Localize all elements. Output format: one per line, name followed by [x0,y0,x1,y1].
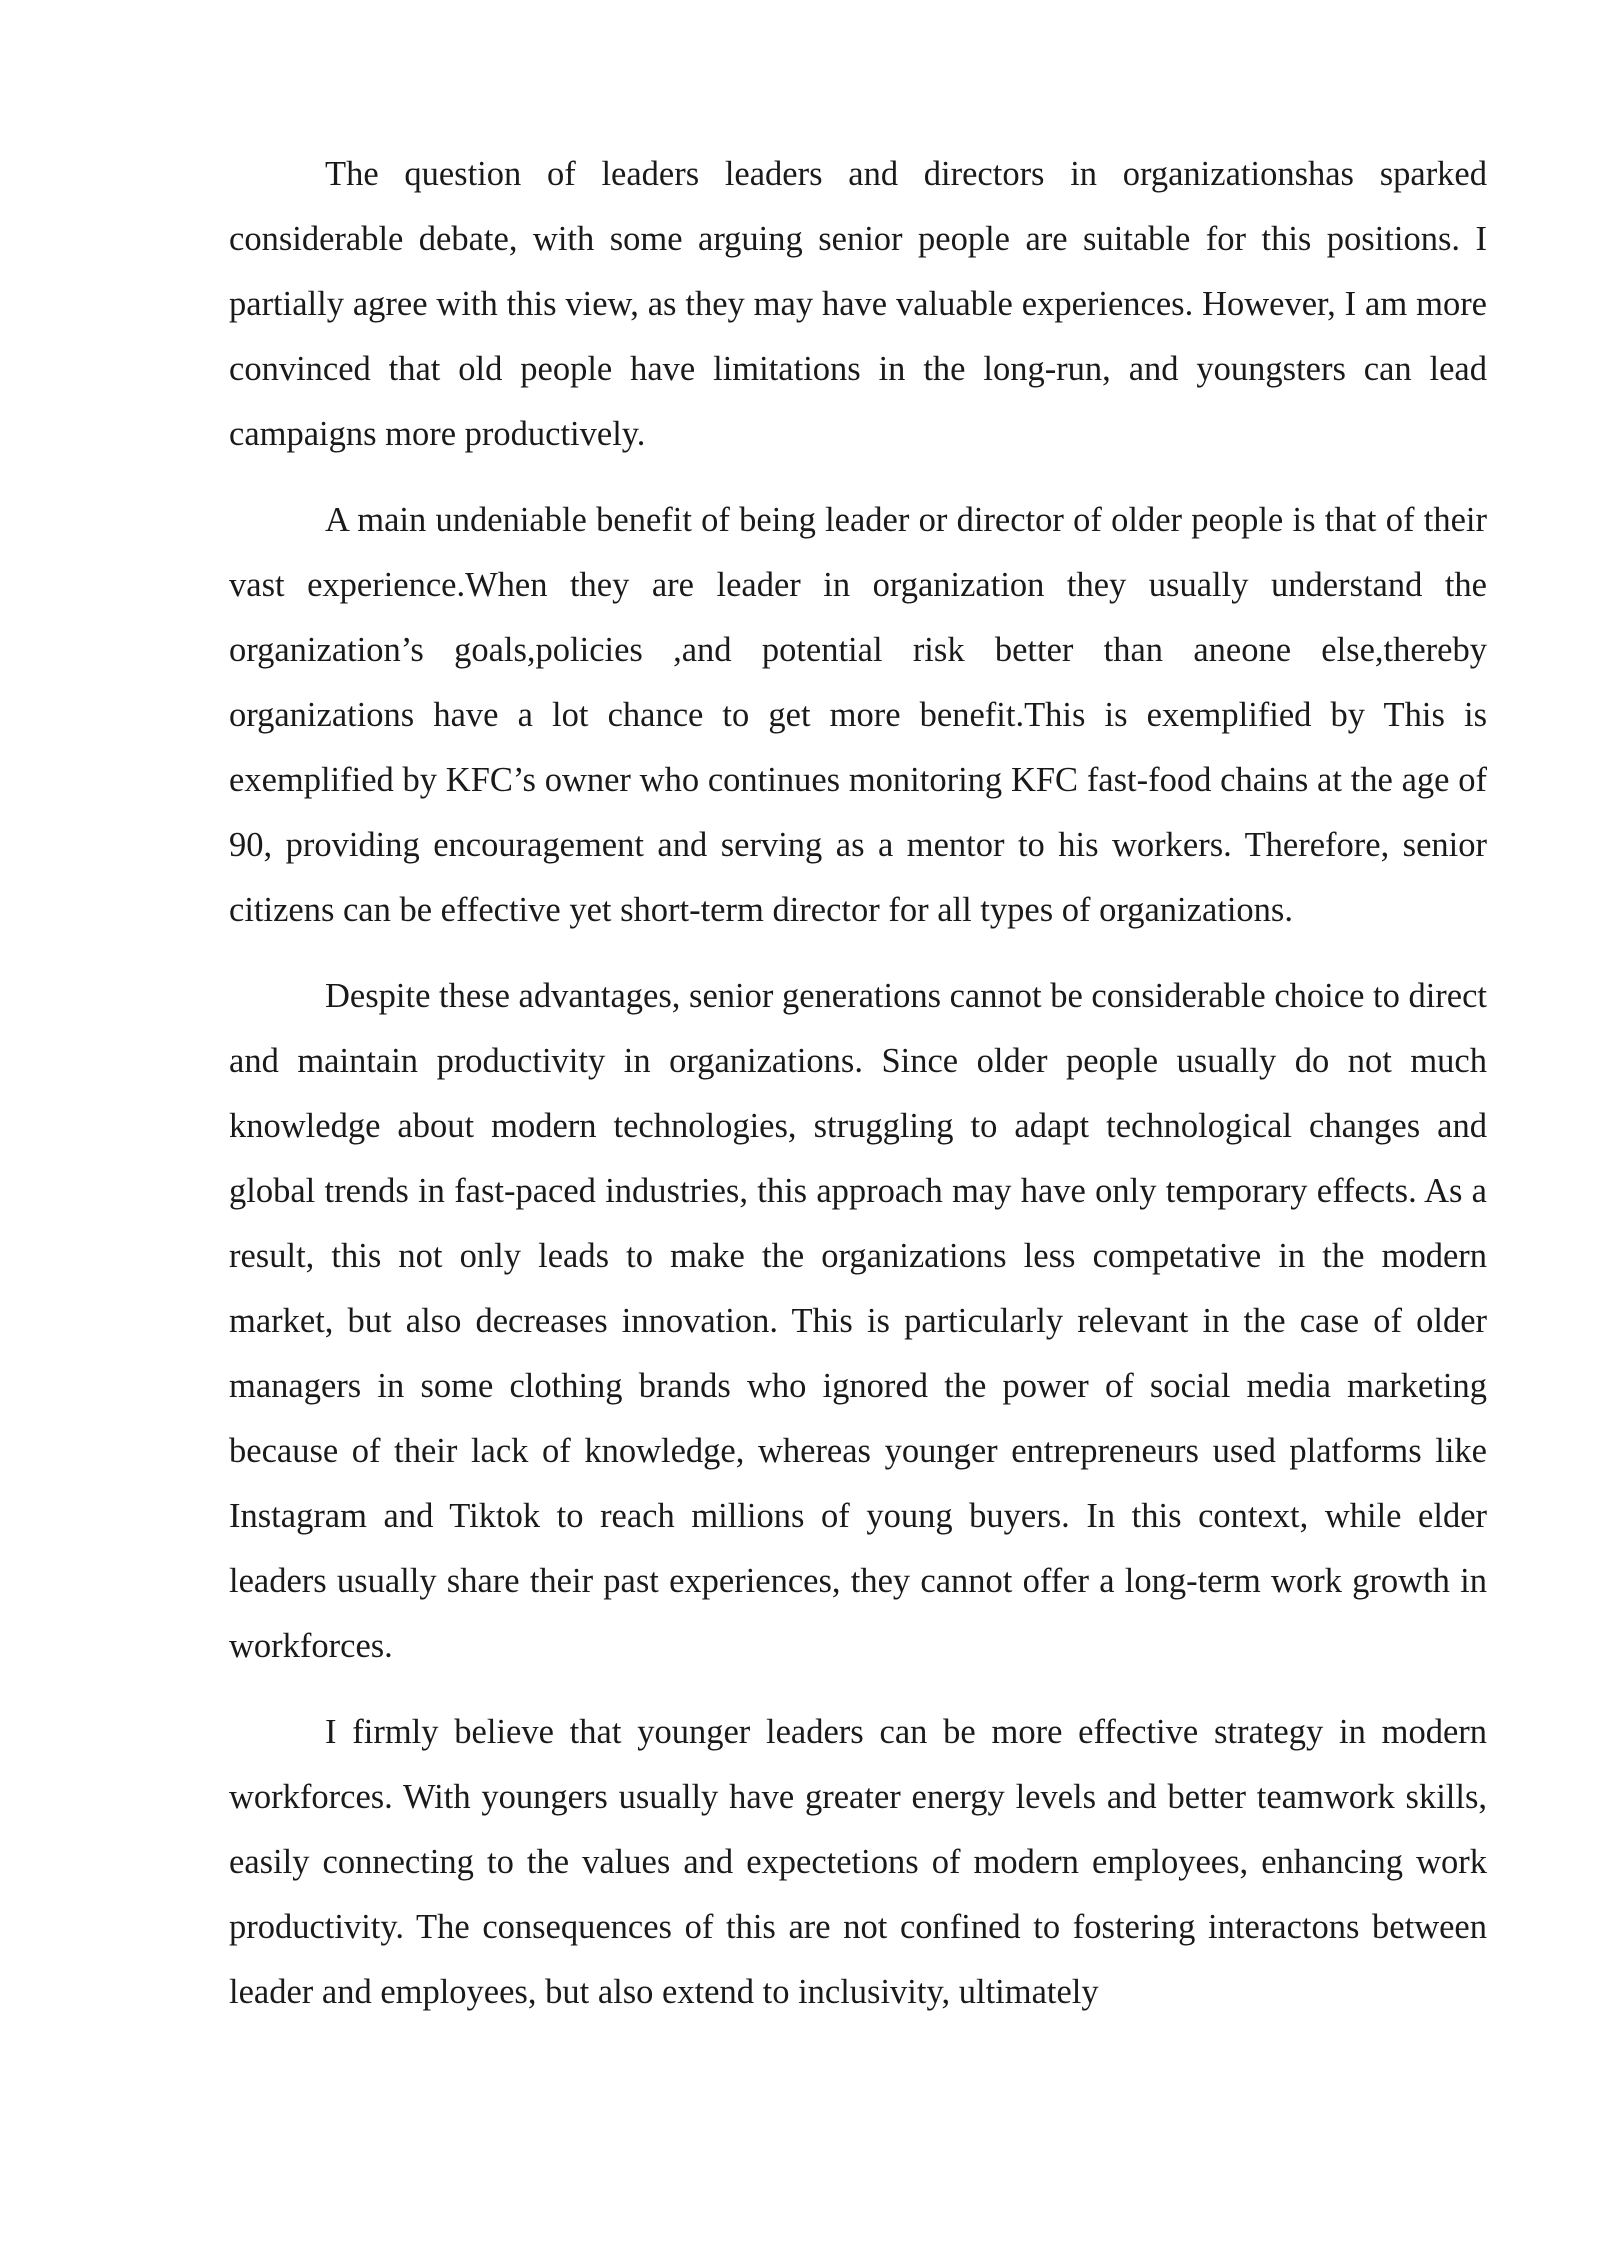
paragraph-body-experience: A main undeniable benefit of being leader or director of older people is that of their vast experience.When they are leader in organization they usually understand the organization’s goals,policies ,and potential risk better than aneone else,thereby organizations have a lot chance to get more benefit.This is exemplified by This is exemplified by KFC’s owner who continues monitoring KFC fast-food chains at the age of 90, providing encouragement and serving as a mentor to his workers. Therefore, senior citizens can be effective yet short-term director for all types of organizations. [229,501,1487,929]
essay-body [229,142,1487,2046]
paragraph-body-younger-leaders: I firmly believe that younger leaders can be more effective strategy in modern workforces. With youngers usually have greater energy levels and better teamwork skills, easily connecting to the values and expectetions of modern employees, enhancing work productivity. The consequences of this are not confined to fostering interactons between leader and employees, but also extend to inclusivity, ultimately [229,1713,1487,2011]
paragraph-body-limitations: Despite these advantages, senior generations cannot be considerable choice to direct and maintain productivity in organizations. Since older people usually do not much knowledge about modern technologies, struggling to adapt technological changes and global trends in fast-paced industries, this approach may have only temporary effects. As a result, this not only leads to make the organizations less competative in the modern market, but also decreases innovation. This is particularly relevant in the case of older managers in some clothing brands who ignored the power of social media marketing because of their lack of knowledge, whereas younger entrepreneurs used platforms like Instagram and Tiktok to reach millions of young buyers. In this context, while elder leaders usually share their past experiences, they cannot offer a long-term work growth in workforces. [229,977,1487,1665]
paragraph-introduction: The question of leaders leaders and directors in organizationshas sparked considerable debate, with some arguing senior people are suitable for this positions. I partially agree with this view, as they may have valuable experiences. However, I am more convinced that old people have limitations in the long-run, and youngsters can lead campaigns more productively. [229,155,1487,453]
